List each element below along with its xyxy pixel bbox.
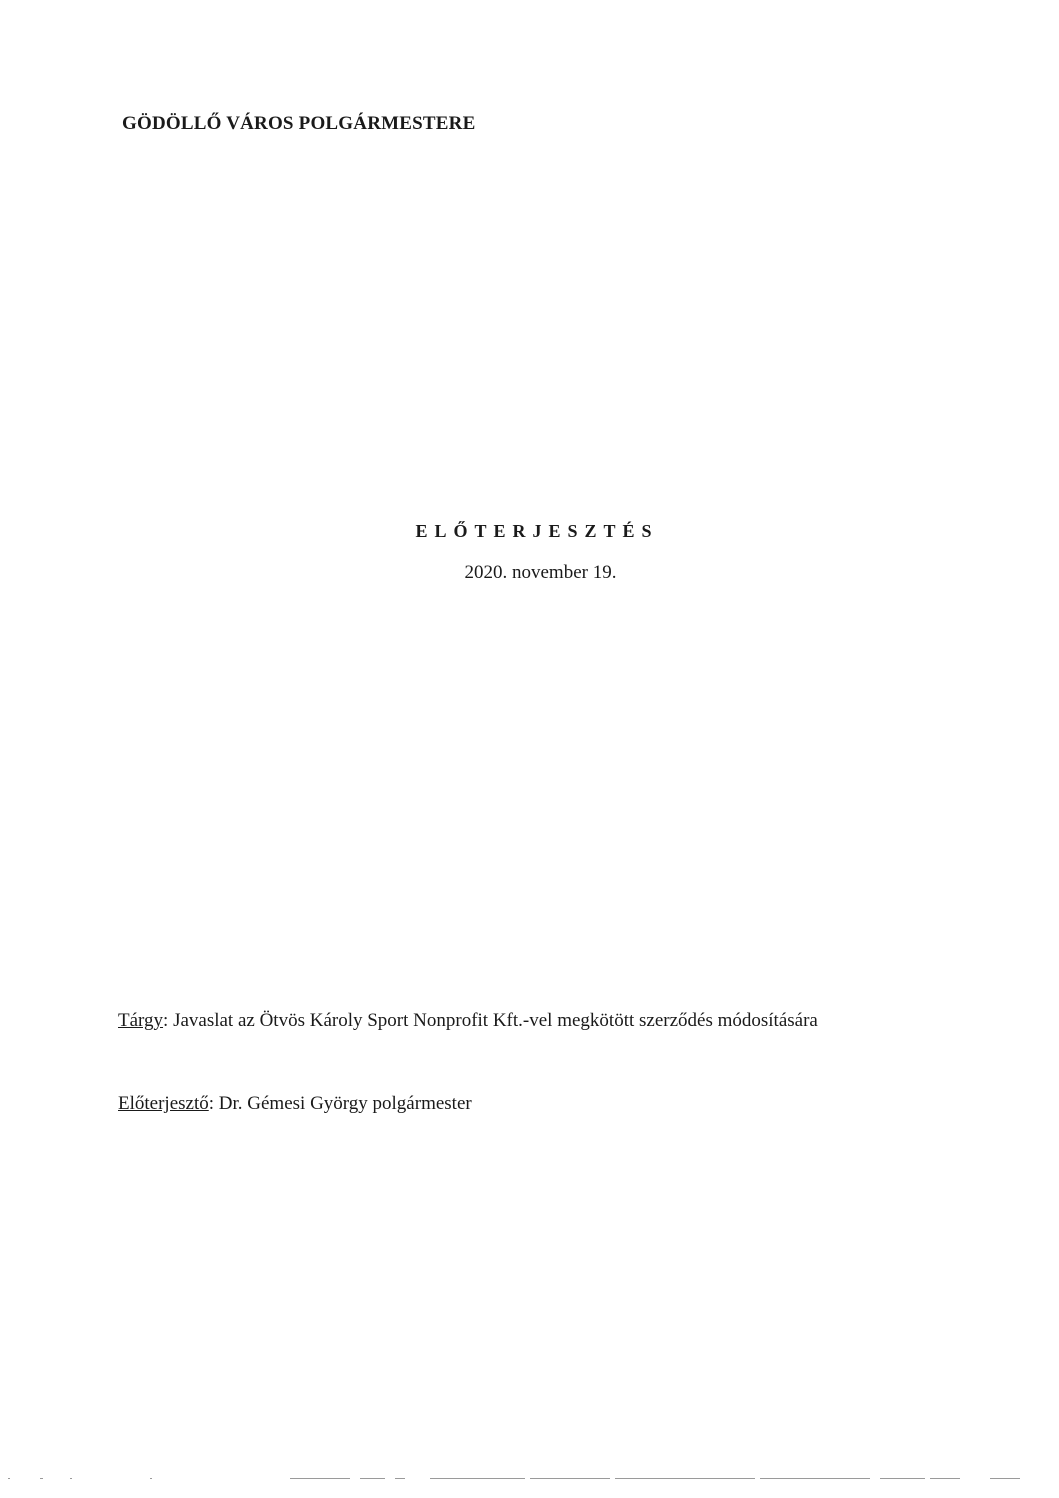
document-date: 2020. november 19. [464, 562, 617, 583]
subject-label: Tárgy [118, 1010, 164, 1031]
issuer-title: GÖDÖLLŐ VÁROS POLGÁRMESTERE [122, 113, 476, 134]
presenter-separator: : [208, 1093, 219, 1114]
document-type-heading: ELŐTERJESZTÉS [415, 521, 659, 541]
scan-artifact-line [0, 1476, 1059, 1482]
presenter-label: Előterjesztő [118, 1093, 209, 1114]
subject-value: Javaslat az Ötvös Károly Sport Nonprofit Kft.-vel megkötött szerződés módosítására [173, 1010, 818, 1031]
presenter-value: Dr. Gémesi György polgármester [218, 1093, 472, 1114]
subject-separator: : [163, 1010, 174, 1031]
subject-line [118, 1010, 818, 1032]
presenter-line [118, 1093, 472, 1115]
